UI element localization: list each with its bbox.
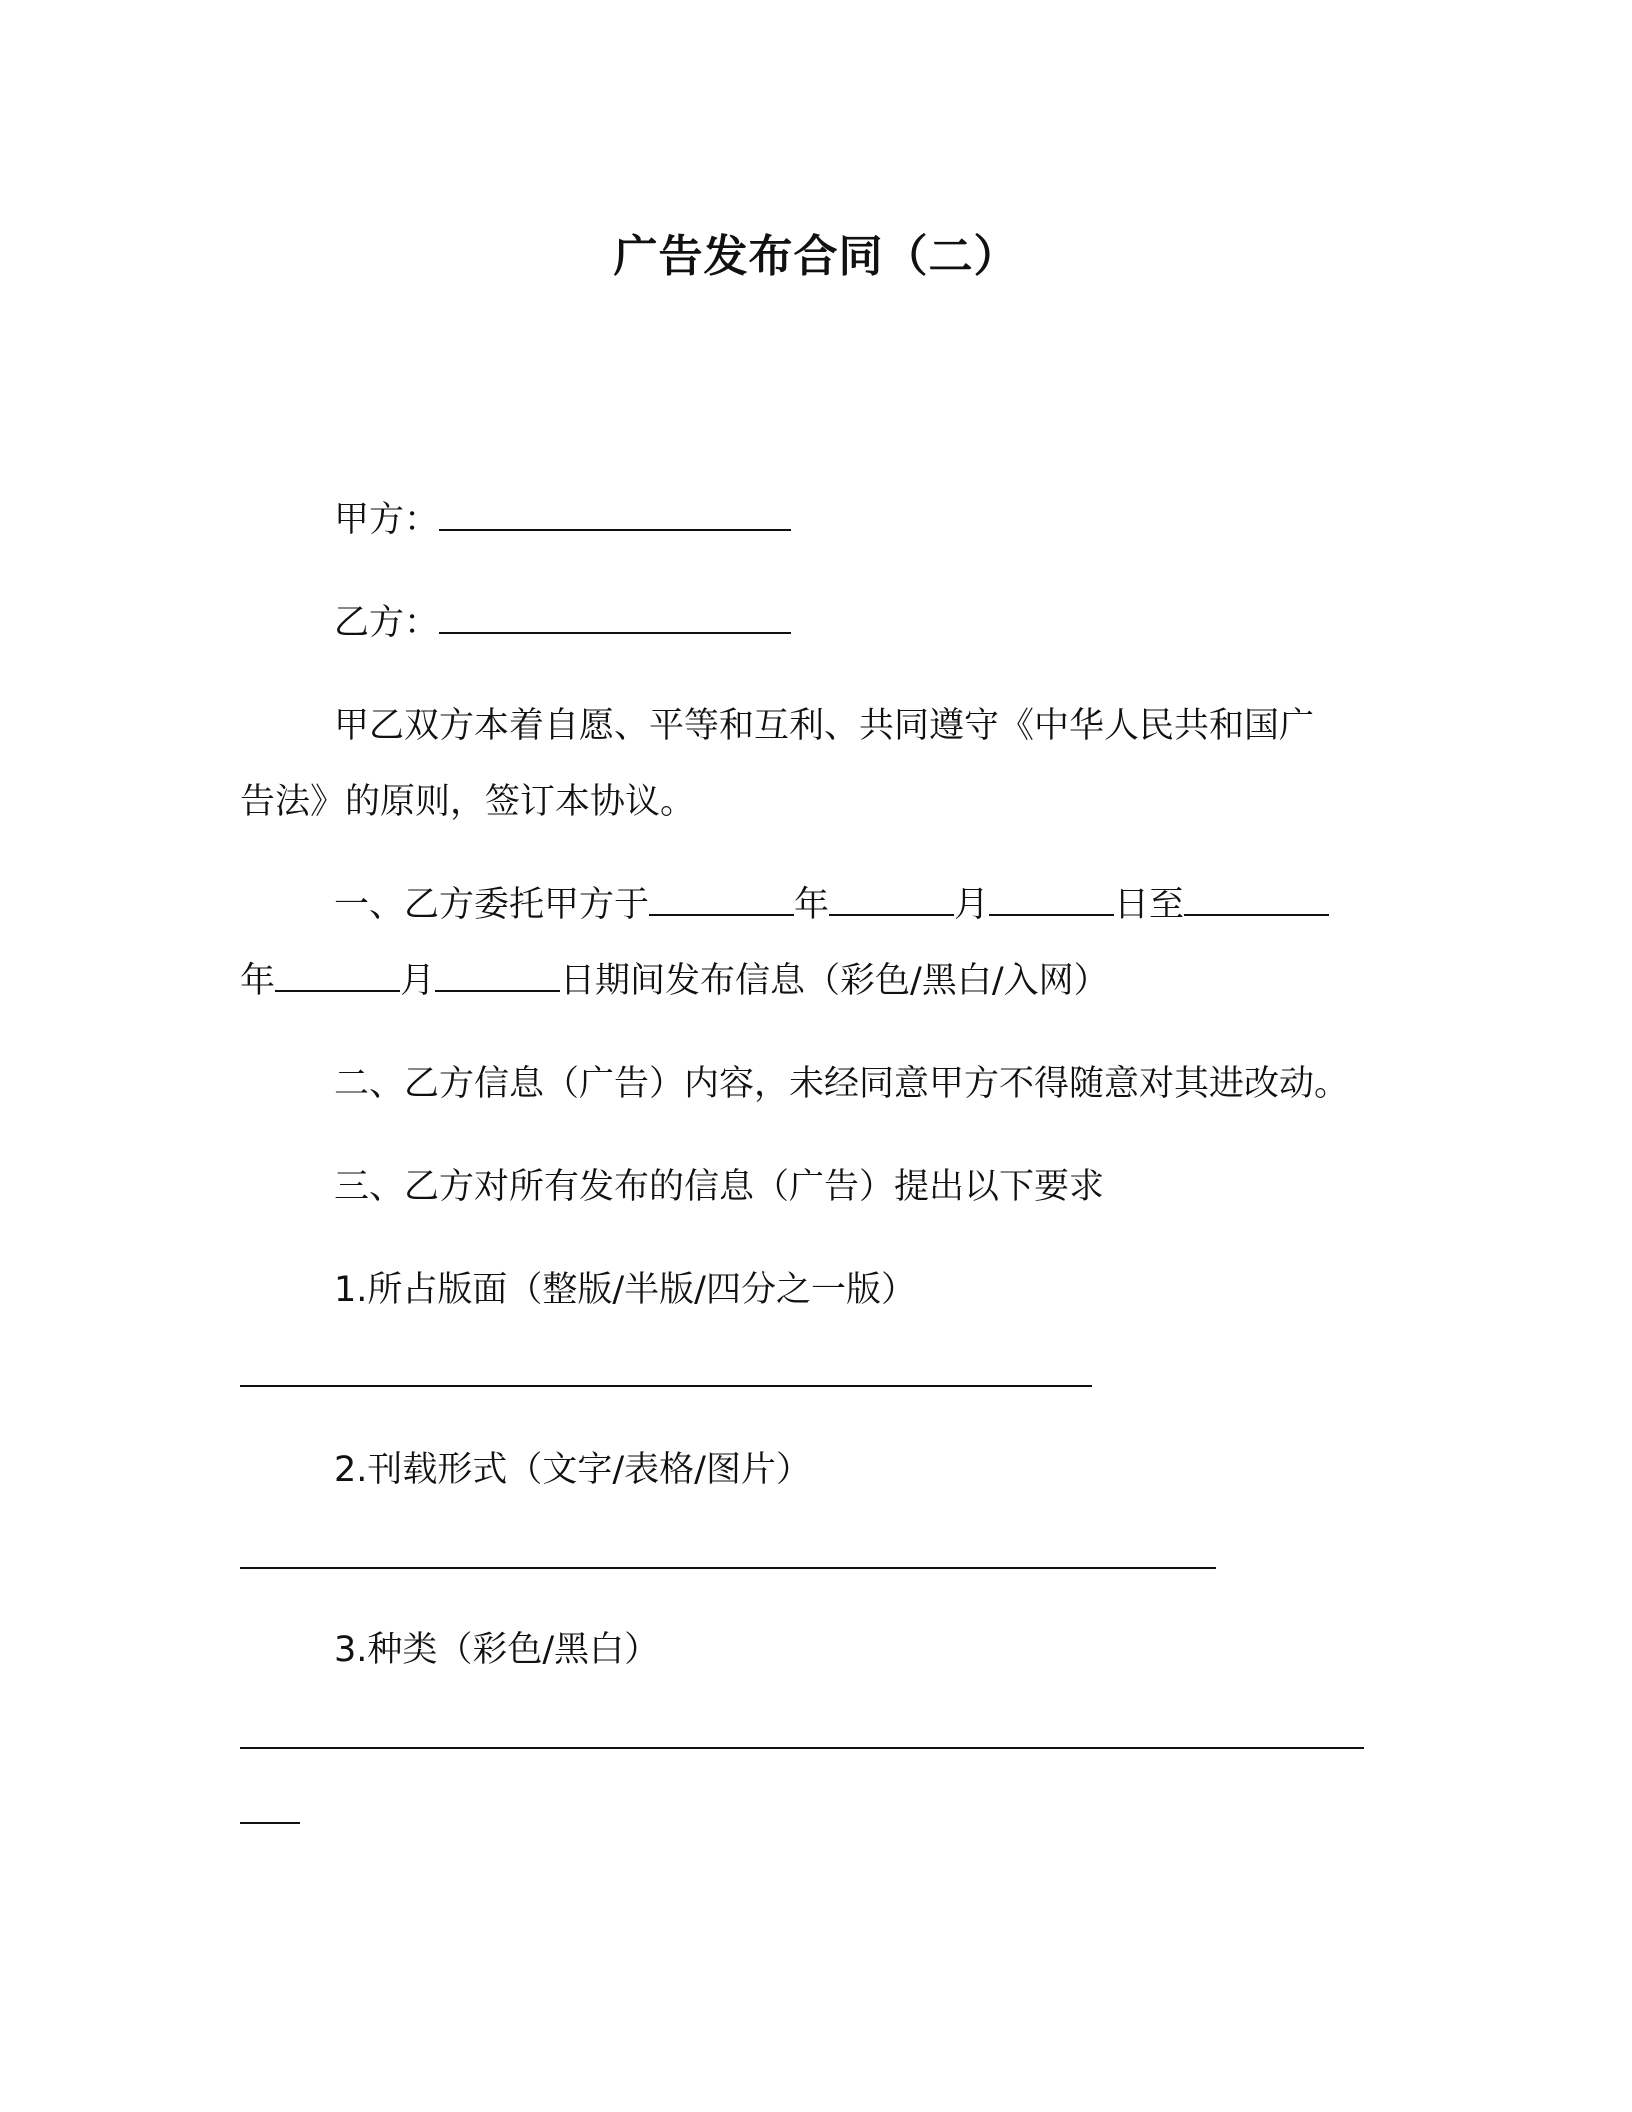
item-3-fill-line — [240, 1747, 1364, 1749]
party-a-blank — [439, 495, 791, 531]
party-b-label: 乙方： — [334, 603, 440, 643]
clause-1-prefix: 一、乙方委托甲方于 — [334, 885, 650, 925]
end-month-blank — [275, 956, 400, 992]
end-year-blank — [1184, 880, 1329, 916]
item-3-fill-line-cont — [240, 1822, 300, 1824]
party-b-blank — [439, 598, 791, 634]
start-month-blank — [829, 880, 954, 916]
month-char: 月 — [954, 885, 990, 925]
party-a-label: 甲方： — [334, 500, 440, 540]
clause-2: 二、乙方信息（广告）内容，未经同意甲方不得随意对其进改动。 — [334, 1064, 1350, 1104]
item-1: 1.所占版面（整版/半版/四分之一版） — [334, 1270, 916, 1310]
intro-paragraph-line1: 甲乙双方本着自愿、平等和互利、共同遵守《中华人民共和国广 — [334, 706, 1315, 746]
year-char: 年 — [794, 885, 830, 925]
party-b-line — [334, 598, 791, 647]
document-title: 广告发布合同（二） — [613, 231, 1019, 282]
year-char-2: 年 — [240, 961, 276, 1001]
party-a-line — [334, 495, 791, 544]
item-3: 3.种类（彩色/黑白） — [334, 1630, 660, 1670]
clause-1-line2 — [240, 956, 1109, 1005]
month-char-2: 月 — [400, 961, 436, 1001]
item-2-fill-line — [240, 1567, 1216, 1569]
clause-3: 三、乙方对所有发布的信息（广告）提出以下要求 — [334, 1167, 1105, 1207]
day-to-char: 日至 — [1114, 885, 1185, 925]
item-1-fill-line — [240, 1385, 1092, 1387]
clause-1-suffix: 日期间发布信息（彩色/黑白/入网） — [560, 961, 1109, 1001]
item-2: 2.刊载形式（文字/表格/图片） — [334, 1450, 811, 1490]
clause-1-line1 — [334, 880, 1329, 929]
end-day-blank — [435, 956, 560, 992]
start-day-blank — [989, 880, 1114, 916]
intro-paragraph-line2: 告法》的原则，签订本协议。 — [240, 782, 696, 822]
start-year-blank — [649, 880, 794, 916]
